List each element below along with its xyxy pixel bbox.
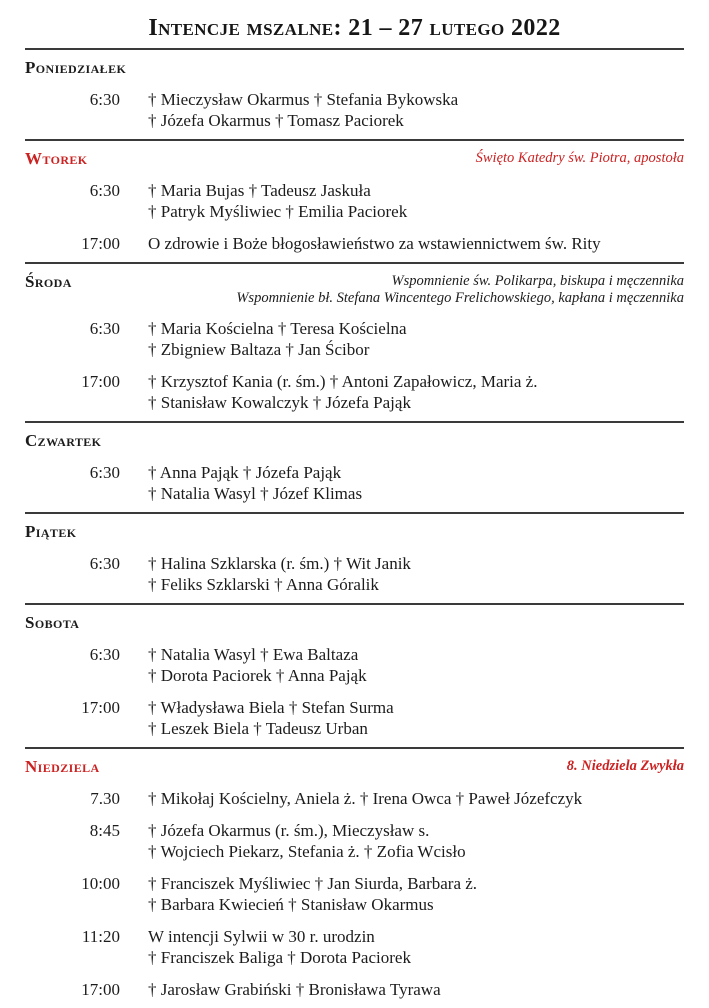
day-header [25,149,684,169]
mass-entry [25,873,684,915]
intention-lines [148,318,407,360]
day-name: Wtorek [25,149,88,168]
mass-entry [25,820,684,862]
mass-time: 6:30 [89,554,120,573]
intention-lines [148,371,537,413]
intention-lines [148,644,367,686]
intention-lines [148,697,394,739]
mass-entry [25,371,684,413]
intention-lines [148,462,362,504]
intention-line: † Józefa Okarmus (r. śm.), Mieczysław s. [148,821,430,840]
mass-entry [25,644,684,686]
day-section-sobota [25,605,684,747]
day-name: Piątek [25,522,77,541]
mass-entry [25,788,684,809]
day-name: Środa [25,272,72,291]
feast-notes [476,149,684,167]
mass-entry [25,180,684,222]
mass-time: 6:30 [89,90,120,109]
day-header [25,757,684,777]
mass-entry [25,553,684,595]
intention-line: O zdrowie i Boże błogosławieństwo za wstawiennictwem św. Rity [148,234,601,253]
intention-lines [148,788,582,809]
mass-entry [25,318,684,360]
intention-line: † Stanisław Kowalczyk † Józefa Pająk [148,393,411,412]
day-header [25,522,684,542]
feast-note: Wspomnienie bł. Stefana Wincentego Frelichowskiego, kapłana i męczennika [236,290,684,306]
intention-line: † Jarosław Grabiński † Bronisława Tyrawa [148,980,441,999]
day-section-niedziela [25,749,684,1008]
intention-line: † Anna Pająk † Józefa Pająk [148,463,342,482]
feast-note: 8. Niedziela Zwykła [566,758,684,774]
intention-line: † Barbara Kwiecień † Stanisław Okarmus [148,895,434,914]
intention-line: † Mieczysław Okarmus † Stefania Bykowska [148,90,459,109]
mass-time: 17:00 [81,698,120,717]
mass-entry [25,926,684,968]
mass-time: 7.30 [90,789,120,808]
mass-entry [25,697,684,739]
day-header [25,272,684,307]
day-section-sroda [25,264,684,421]
mass-time: 6:30 [89,181,120,200]
intention-line: † Zbigniew Baltaza † Jan Ścibor [148,340,370,359]
feast-note: Święto Katedry św. Piotra, apostoła [475,150,684,166]
day-header [25,58,684,78]
mass-entry [25,462,684,504]
intention-lines [148,820,466,862]
day-name: Czwartek [25,431,102,450]
intention-lines [148,233,601,254]
mass-time: 10:00 [81,874,120,893]
mass-time: 6:30 [89,463,120,482]
intention-line: † Natalia Wasyl † Józef Klimas [148,484,363,503]
page-title: Intencje mszalne: 21 – 27 lutego 2022 [148,15,561,41]
mass-entry [25,89,684,131]
days-container [25,48,684,1008]
mass-time: 11:20 [81,927,120,946]
day-name: Poniedziałek [25,58,127,77]
mass-time: 6:30 [89,645,120,664]
mass-time: 17:00 [81,372,120,391]
intention-line: † Feliks Szklarski † Anna Góralik [148,575,379,594]
day-section-poniedzia-ek [25,50,684,139]
intention-lines [148,180,407,222]
feast-notes [236,272,684,307]
intention-line: † Dorota Paciorek † Anna Pająk [148,666,367,685]
day-header [25,431,684,451]
mass-time: 17:00 [81,234,120,253]
mass-time: 17:00 [81,980,120,999]
day-header [25,613,684,633]
intention-line: † Wojciech Piekarz, Stefania ż. † Zofia Wcisło [148,842,466,861]
day-name: Sobota [25,613,80,632]
intention-lines [148,926,411,968]
intention-line: † Patryk Myśliwiec † Emilia Paciorek [148,202,408,221]
mass-time: 6:30 [89,319,120,338]
intention-line: † Franciszek Myśliwiec † Jan Siurda, Barbara ż. [148,874,478,893]
day-section-piatek [25,514,684,603]
feast-notes [567,757,684,775]
intention-line: † Krzysztof Kania (r. śm.) † Antoni Zapałowicz, Maria ż. [148,372,538,391]
intention-line: † Mikołaj Kościelny, Aniela ż. † Irena Owca † Paweł Józefczyk [148,789,583,808]
mass-time: 8:45 [89,821,120,840]
intention-line: † Halina Szklarska (r. śm.) † Wit Janik [148,554,411,573]
intention-line: W intencji Sylwii w 30 r. urodzin [148,927,375,946]
day-section-wtorek [25,141,684,262]
intention-line: † Maria Kościelna † Teresa Kościelna [148,319,407,338]
day-name: Niedziela [25,757,100,776]
intention-lines [148,553,411,595]
day-section-czwartek [25,423,684,512]
intention-line: † Leszek Biela † Tadeusz Urban [148,719,368,738]
intention-line: † Maria Bujas † Tadeusz Jaskuła [148,181,371,200]
intention-lines [148,89,458,131]
intention-line: † Władysława Biela † Stefan Surma [148,698,394,717]
mass-entry [25,233,684,254]
intention-line: † Józefa Okarmus † Tomasz Paciorek [148,111,404,130]
intention-line: † Franciszek Baliga † Dorota Paciorek [148,948,411,967]
intention-line: † Natalia Wasyl † Ewa Baltaza [148,645,359,664]
intention-lines [148,873,477,915]
feast-note: Wspomnienie św. Polikarpa, biskupa i męczennika [391,273,684,289]
